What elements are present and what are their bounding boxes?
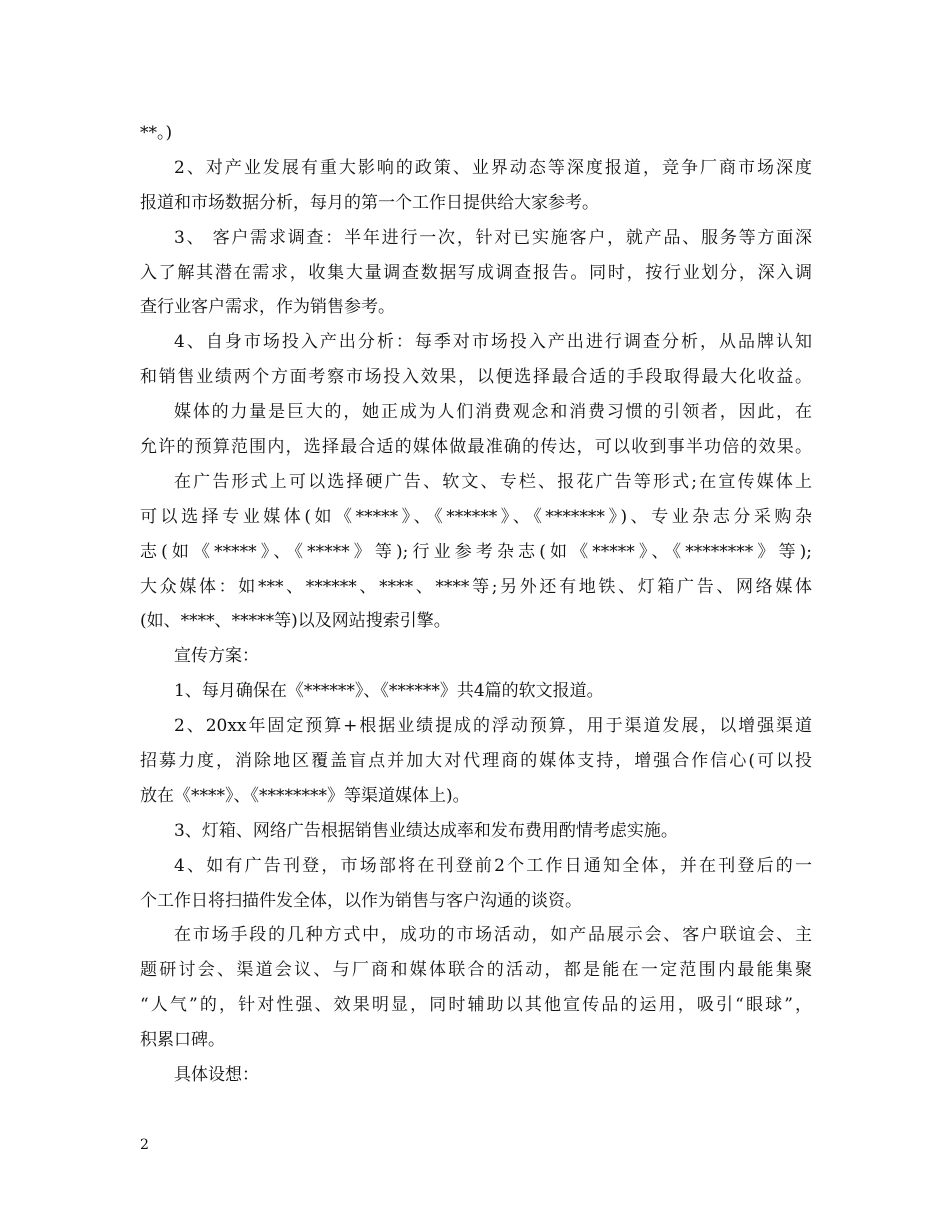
text-line: 具体设想： <box>174 1065 259 1086</box>
text-line: (如、****、*****等)以及网站搜索引擎。 <box>140 611 451 632</box>
text-line: 2、20xx年固定预算+根据业绩提成的浮动预算，用于渠道发展，以增强渠道 <box>174 716 812 737</box>
text-line: 积累口碑。 <box>140 1030 225 1051</box>
text-line: 宣传方案： <box>174 646 259 667</box>
text-line: 在市场手段的几种方式中，成功的市场活动，如产品展示会、客户联谊会、主 <box>174 925 812 946</box>
text-line: 放在《****》、《********》等渠道媒体上)。 <box>140 785 470 806</box>
text-line: 媒体的力量是巨大的，她正成为人们消费观念和消费习惯的引领者，因此，在 <box>174 402 812 423</box>
text-line: 4、自身市场投入产出分析：每季对市场投入产出进行调查分析，从品牌认知 <box>174 332 812 353</box>
text-line: 可以选择专业媒体(如《*****》、《******》、《*******》)、专业杂志分采购杂 <box>140 506 812 527</box>
text-line: 报道和市场数据分析，每月的第一个工作日提供给大家参考。 <box>140 192 599 213</box>
text-line: 4、如有广告刊登，市场部将在刊登前2个工作日通知全体，并在刊登后的一 <box>174 855 812 876</box>
text-line: 个工作日将扫描件发全体，以作为销售与客户沟通的谈资。 <box>140 890 582 911</box>
text-line: 入了解其潜在需求，收集大量调查数据写成调查报告。同时，按行业划分，深入调 <box>140 262 812 283</box>
text-line: 允许的预算范围内，选择最合适的媒体做最准确的传达，可以收到事半功倍的效果。 <box>140 437 812 458</box>
text-line: 志(如《*****》、《*****》等);行业参考杂志(如《*****》、《********》等); <box>140 541 812 562</box>
text-line: “人气”的，针对性强、效果明显，同时辅助以其他宣传品的运用，吸引“眼球”， <box>140 995 812 1016</box>
text-line: 在广告形式上可以选择硬广告、软文、专栏、报花广告等形式;在宣传媒体上 <box>174 471 812 492</box>
text-line: 题研讨会、渠道会议、与厂商和媒体联合的活动，都是能在一定范围内最能集聚 <box>140 960 812 981</box>
text-line: 2、对产业发展有重大影响的政策、业界动态等深度报道，竞争厂商市场深度 <box>174 157 812 178</box>
text-line: 和销售业绩两个方面考察市场投入效果，以便选择最合适的手段取得最大化收益。 <box>140 367 812 388</box>
text-line: 3、灯箱、网络广告根据销售业绩达成率和发布费用酌情考虑实施。 <box>174 820 678 841</box>
page-number: 2 <box>140 1137 149 1153</box>
text-line: 招募力度，消除地区覆盖盲点并加大对代理商的媒体支持，增强合作信心(可以投 <box>140 751 812 772</box>
text-line: 3、 客户需求调查：半年进行一次，针对已实施客户，就产品、服务等方面深 <box>174 227 812 248</box>
text-line: 查行业客户需求，作为销售参考。 <box>140 297 395 318</box>
document-body <box>140 116 812 1093</box>
text-line: 1、每月确保在《******》、《******》共4篇的软文报道。 <box>174 681 604 702</box>
text-line: 大众媒体：如***、******、****、****等;另外还有地铁、灯箱广告、网络媒体 <box>140 576 812 597</box>
text-line: **。) <box>140 123 173 143</box>
